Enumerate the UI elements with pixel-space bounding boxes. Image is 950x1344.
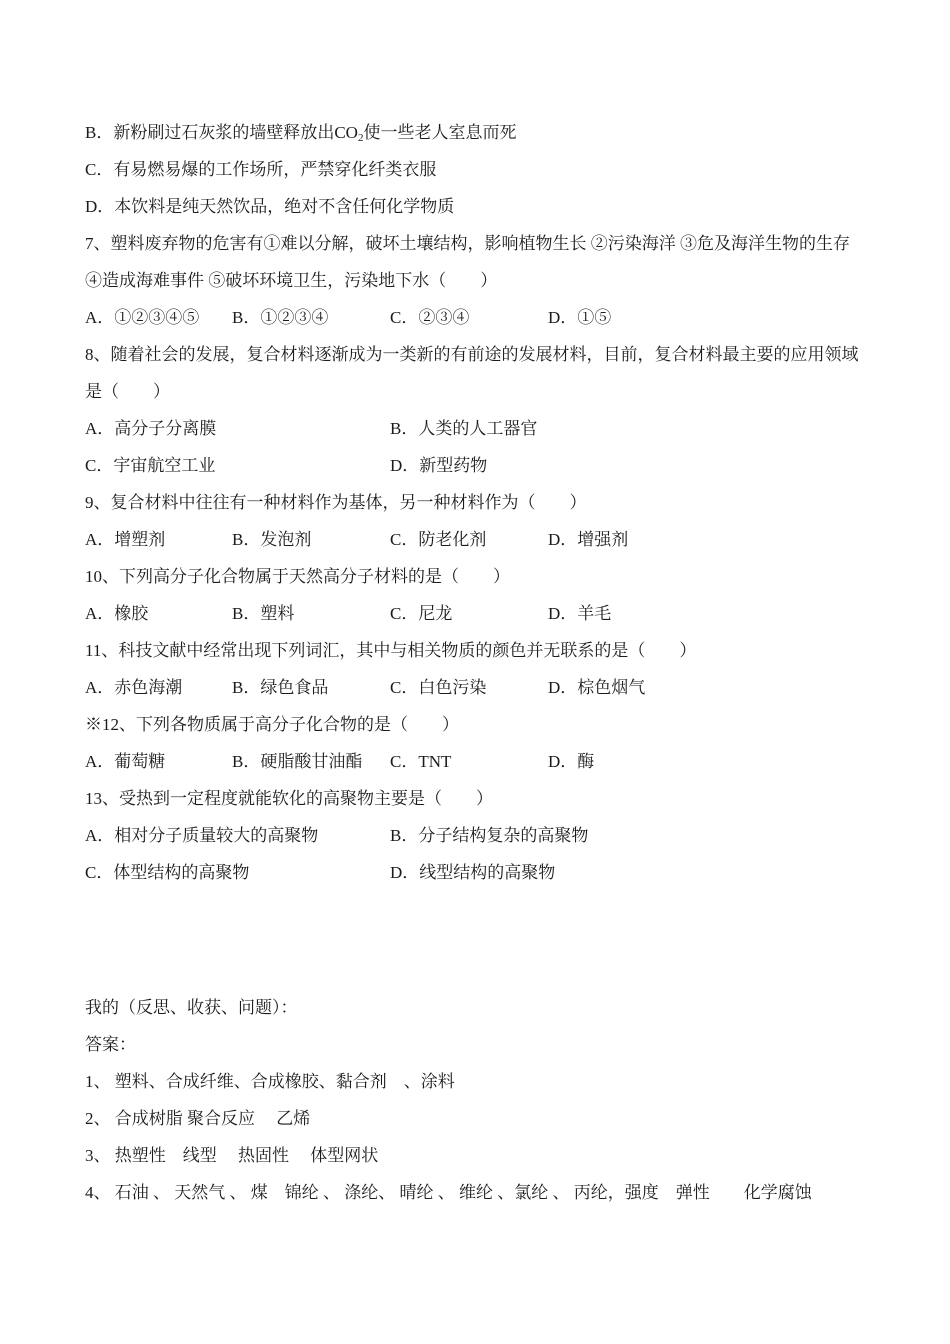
question-11-line-1: 11、科技文献中经常出现下列词汇，其中与相关物质的颜色并无联系的是（ ）	[85, 641, 697, 660]
question-13-options-row-1	[85, 817, 910, 854]
q10-option-d: D．羊毛	[548, 604, 612, 623]
question-7-line-1: 7、塑料废弃物的危害有①难以分解，破坏土壤结构，影响植物生长 ②污染海洋 ③危及海洋生物的生存	[85, 234, 850, 253]
answer-line-3: 3、 热塑性 线型 热固性 体型网状	[85, 1146, 379, 1165]
q12-option-c: C．TNT	[390, 752, 452, 771]
question-12-line-1: ※12、下列各物质属于高分子化合物的是（ ）	[85, 715, 459, 734]
q7-option-b: B．①②③④	[232, 308, 329, 327]
question-8-line-2: 是（ ）	[85, 382, 170, 401]
q13-option-b: B．分子结构复杂的高聚物	[390, 826, 589, 845]
q6-option-d: D．本饮料是纯天然饮品，绝对不含任何化学物质	[85, 197, 455, 216]
q12-option-d: D．酶	[548, 752, 595, 771]
q7-option-a: A．①②③④⑤	[85, 308, 200, 327]
q9-option-a: A．增塑剂	[85, 530, 166, 549]
q12-option-b: B．硬脂酸甘油酯	[232, 752, 363, 771]
question-12-options	[85, 743, 910, 780]
answer-line-1: 1、 塑料、合成纤维、合成橡胶、黏合剂 、涂料	[85, 1072, 455, 1091]
q9-option-c: C．防老化剂	[390, 530, 487, 549]
q8-option-d: D．新型药物	[390, 456, 488, 475]
q6-option-b	[85, 114, 910, 151]
question-7-line-2: ④造成海难事件 ⑤破坏环境卫生，污染地下水（ ）	[85, 271, 498, 290]
co2-subscript: 2	[357, 132, 364, 144]
question-11-options	[85, 669, 910, 706]
question-8-line-1: 8、随着社会的发展，复合材料逐渐成为一类新的有前途的发展材料，目前，复合材料最主要的应用领域	[85, 345, 859, 364]
q8-option-b: B．人类的人工器官	[390, 419, 538, 438]
answer-line-2: 2、 合成树脂 聚合反应 乙烯	[85, 1109, 311, 1128]
question-13-line-1: 13、受热到一定程度就能软化的高聚物主要是（ ）	[85, 789, 493, 808]
q6-option-b-prefix: B．新粉刷过石灰浆的墙壁释放出CO	[85, 123, 358, 142]
answers-label: 答案：	[85, 1035, 136, 1054]
q10-option-c: C．尼龙	[390, 604, 453, 623]
q7-option-d: D．①⑤	[548, 308, 612, 327]
answer-line-4: 4、 石油 、 天然气 、 煤 锦纶 、 涤纶、 晴纶 、 维纶 、氯纶 、 丙纶，强度 弹性 化学腐蚀	[85, 1183, 812, 1202]
section-gap	[85, 891, 910, 989]
q11-option-c: C．白色污染	[390, 678, 487, 697]
q6-option-c: C．有易燃易爆的工作场所，严禁穿化纤类衣服	[85, 160, 437, 179]
q8-option-c: C．宇宙航空工业	[85, 456, 216, 475]
q7-option-c: C．②③④	[390, 308, 470, 327]
question-10-line-1: 10、下列高分子化合物属于天然高分子材料的是（ ）	[85, 567, 510, 586]
q8-option-a: A．高分子分离膜	[85, 419, 217, 438]
reflection-heading: 我的（反思、收获、问题）：	[85, 998, 298, 1017]
q10-option-a: A．橡胶	[85, 604, 149, 623]
question-13-options-row-2	[85, 854, 910, 891]
q11-option-d: D．棕色烟气	[548, 678, 646, 697]
question-8-options-row-1	[85, 410, 910, 447]
q11-option-b: B．绿色食品	[232, 678, 329, 697]
question-10-options	[85, 595, 910, 632]
question-9-options	[85, 521, 910, 558]
q13-option-d: D．线型结构的高聚物	[390, 863, 556, 882]
question-7-options	[85, 299, 910, 336]
q13-option-a: A．相对分子质量较大的高聚物	[85, 826, 319, 845]
q11-option-a: A．赤色海潮	[85, 678, 183, 697]
q9-option-d: D．增强剂	[548, 530, 629, 549]
q9-option-b: B．发泡剂	[232, 530, 312, 549]
question-8-options-row-2	[85, 447, 910, 484]
q13-option-c: C．体型结构的高聚物	[85, 863, 250, 882]
q10-option-b: B．塑料	[232, 604, 295, 623]
q6-option-b-suffix: 使一些老人室息而死	[363, 123, 517, 142]
question-9-line-1: 9、复合材料中往往有一种材料作为基体，另一种材料作为（ ）	[85, 493, 587, 512]
q12-option-a: A．葡萄糖	[85, 752, 166, 771]
